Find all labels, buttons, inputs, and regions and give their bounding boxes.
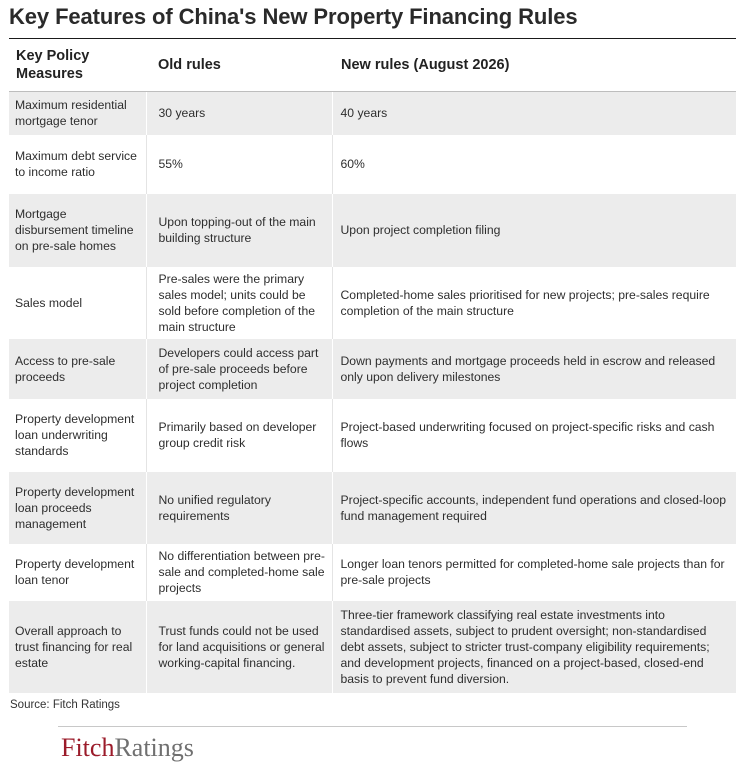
policy-measure-cell: Property development loan tenor	[15, 557, 135, 587]
policy-measure-cell: Mortgage disbursement timeline on pre-sale homes	[9, 194, 146, 267]
table-row	[9, 92, 736, 135]
new-rule-cell: Project-specific accounts, independent fund operations and closed-loop fund management required	[332, 472, 736, 544]
table-row	[9, 472, 736, 544]
policy-measure-cell: Maximum debt service to income ratio	[15, 149, 137, 179]
policy-measure-cell: Property development loan underwriting standards	[15, 412, 135, 458]
old-rule-cell: 30 years	[146, 92, 332, 135]
new-rule-cell: Three-tier framework classifying real estate investments into standardised assets, subject to prudent oversight; non-standardised debt assets, subject to stricter trust-company eligibility requirements; and development projects, financed on a project-based, closed-end basis to prevent fund diversion.	[332, 601, 736, 693]
old-rule-cell: Developers could access part of pre-sale proceeds before project completion	[146, 339, 332, 399]
page-title: Key Features of China's New Property Financing Rules	[9, 4, 578, 29]
table-header-row	[9, 39, 736, 92]
new-rule-cell: Down payments and mortgage proceeds held in escrow and released only upon delivery milestones	[332, 339, 736, 399]
policy-measure-cell: Maximum residential mortgage tenor	[9, 92, 146, 135]
policy-measure-cell: Access to pre-sale proceeds	[9, 339, 146, 399]
old-rule-cell: Pre-sales were the primary sales model; units could be sold before completion of the main structure	[146, 267, 332, 339]
policy-measure-cell: Property development loan proceeds management	[9, 472, 146, 544]
old-rule-cell: Primarily based on developer group credit risk	[146, 399, 332, 472]
footer-divider	[58, 726, 687, 727]
new-rule-cell: Longer loan tenors permitted for completed-home sale projects than for pre-sale projects	[332, 544, 736, 601]
header-key-policy-measures: Key Policy Measures	[9, 39, 146, 92]
table-row	[9, 339, 736, 399]
table-row	[9, 601, 736, 693]
table-row	[9, 544, 736, 601]
new-rule-cell: Project-based underwriting focused on project-specific risks and cash flows	[332, 399, 736, 472]
new-rule-cell: Upon project completion filing	[332, 194, 736, 267]
old-rule-cell: No unified regulatory requirements	[146, 472, 332, 544]
fitch-ratings-logo	[61, 733, 194, 763]
table-row	[9, 267, 736, 339]
policy-measure-cell: Overall approach to trust financing for real estate	[9, 601, 146, 693]
policy-comparison-table	[9, 39, 736, 693]
source-note: Source: Fitch Ratings	[10, 699, 120, 711]
table-row	[9, 399, 736, 472]
logo-ratings-text: Ratings	[114, 733, 194, 762]
old-rule-cell: No differentiation between pre-sale and completed-home sale projects	[146, 544, 332, 601]
old-rule-cell: Upon topping-out of the main building structure	[146, 194, 332, 267]
new-rule-cell: 40 years	[332, 92, 736, 135]
old-rule-cell: 55%	[146, 135, 332, 194]
table-row	[9, 135, 736, 194]
new-rule-cell: Completed-home sales prioritised for new projects; pre-sales require completion of the main structure	[332, 267, 736, 339]
policy-measure-cell: Sales model	[15, 295, 83, 310]
header-new-rules: New rules (August 2026)	[332, 39, 736, 92]
new-rule-cell: 60%	[332, 135, 736, 194]
logo-fitch-text: Fitch	[61, 733, 115, 762]
table-row	[9, 194, 736, 267]
header-old-rules: Old rules	[146, 39, 332, 92]
old-rule-cell: Trust funds could not be used for land acquisitions or general working-capital financing.	[146, 601, 332, 693]
